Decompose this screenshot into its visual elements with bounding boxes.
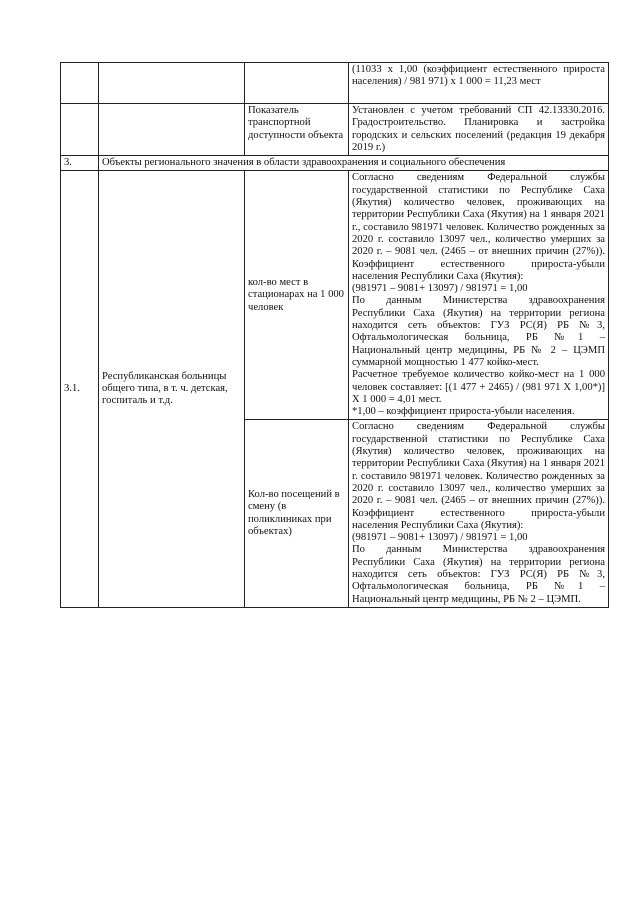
number-cell [61,63,99,104]
table-row [61,104,609,156]
transport-indicator-cell: Показатель транспортной доступности объекта [245,104,349,156]
object-cell [99,104,245,156]
standards-table [60,62,609,608]
description-paragraph: Расчетное требуемое количество койко-мест на 1 000 человек составляет: [(1 477 + 2465) / (981 971 Х 1,00*)] Х 1 000 = 4,01 мест. [352,369,605,405]
formula: (981971 – 9081+ 13097) / 981971 = 1,00 [352,283,528,295]
section-title: Объекты регионального значения в области здравоохранения и социального обеспечения [99,156,609,171]
indicator-cell [245,63,349,104]
transport-value-cell: Установлен с учетом требований СП 42.13330.2016. Градостроительство. Планировка и застройка городских и сельских поселений (редакция 19 декабря 2019 г.) [349,104,609,156]
description-paragraph: По данным Министерства здравоохранения Республики Саха (Якутия) на территории региона находится сеть объектов: ГУЗ РС(Я) РБ №3, Офтальмологическая больница, РБ №1 – Национальный центр медицины, РБ № 2 – ЦЭМП суммарной мощностью 1 477 койко-мест. [352,295,605,368]
calc-cell: (11033 х 1,00 (коэффициент естественного прироста населения) / 981 971) х 1 000 = 11,23 мест [349,63,609,104]
table-row [61,171,609,420]
description-paragraph: Согласно сведениям Федеральной службы государственной статистики по Республике Саха (Якутия) количество человек, проживающих на территории Республики Саха (Якутия) на 1 января 2021 г., составило 981971 человек. Количество рожденных за 2020 г. составило 13097 чел., количество умерших за 2020 г. – 9081 чел. (2465 – от внешних причин (27%)). Коэффициент естественного прироста-убыли населения Республики Саха (Якутия): [352,172,605,282]
indicator-description [349,171,609,420]
object-name: Республиканская больницы общего типа, в т. ч. детская, госпиталь и т.д. [99,171,245,607]
section-row [61,156,609,171]
row-number: 3.1. [61,171,99,607]
description-paragraph: Согласно сведениям Федеральной службы государственной статистики по Республике Саха (Якутия) количество человек, проживающих на территории Республики Саха (Якутия) на 1 января 2021 г. составило 981971 человек. Количество рожденных за 2020 г. составило 13097 чел., количество умерших за 2020 г. – 9081 чел. (2465 – от внешних причин (27%)). Коэффициент естественного прироста-убыли населения Республики Саха (Якутия): [352,421,605,531]
footnote: *1,00 – коэффициент прироста-убыли населения. [352,406,575,418]
description-paragraph: По данным Министерства здравоохранения Республики Саха (Якутия) на территории региона находится сеть объектов: ГУЗ РС(Я) РБ №3, Офтальмологическая больница, РБ №1 – Национальный центр медицины, РБ № 2 – ЦЭМП. [352,544,605,605]
number-cell [61,104,99,156]
indicator-name: Кол-во посещений в смену (в поликлиниках при объектах) [245,420,349,607]
formula: (981971 – 9081+ 13097) / 981971 = 1,00 [352,532,528,544]
section-number: 3. [61,156,99,171]
indicator-description [349,420,609,607]
object-cell [99,63,245,104]
table-row [61,63,609,104]
indicator-name: кол-во мест в стационарах на 1 000 человек [245,171,349,420]
